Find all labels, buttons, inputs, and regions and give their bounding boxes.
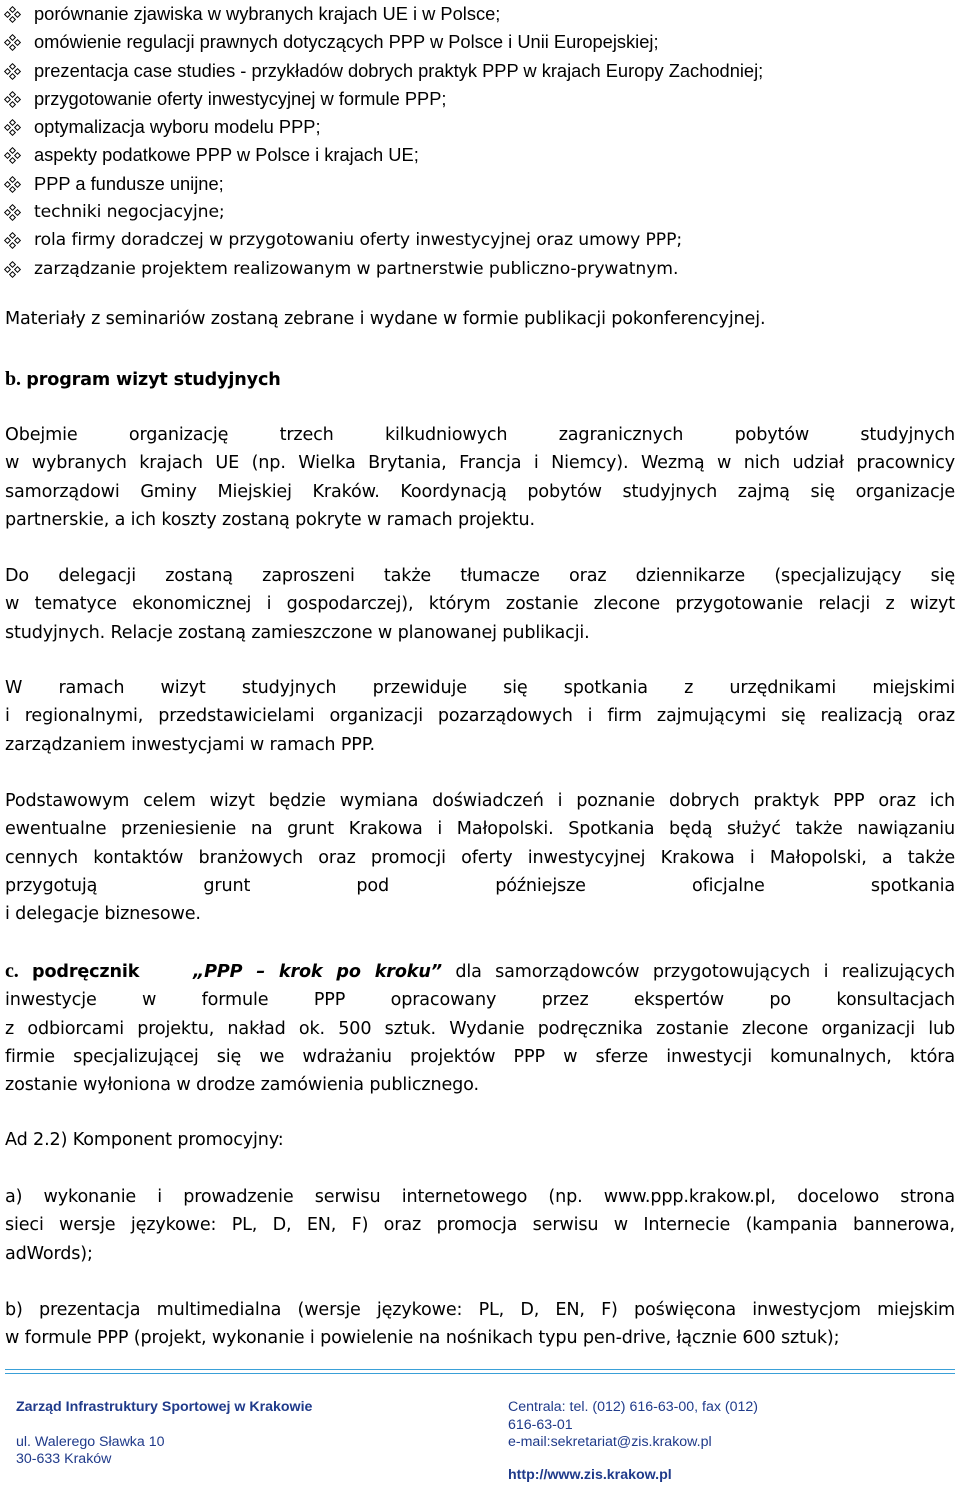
handbook-label: podręcznik [32, 962, 140, 982]
paragraph-line: cennych kontaktów branżowych oraz promocji oferty inwestycyjnej Krakowa i Małopolski, a także [5, 847, 955, 868]
bullet-text: porównanie zjawiska w wybranych krajach UE i w Polsce; [34, 3, 501, 24]
bullet-item [5, 85, 955, 113]
section-b-title: program wizyt studyjnych [26, 370, 281, 390]
ad-heading [5, 1126, 955, 1154]
paragraph-line: i regionalnymi, przedstawicielami organizacji pozarządowych i firm zajmującymi się realizacją oraz [5, 706, 955, 727]
paragraph-line: studyjnych. Relacje zostaną zamieszczone w planowanej publikacji. [5, 622, 590, 643]
paragraph-delegation [5, 562, 955, 647]
diamond-bullet-icon [5, 92, 20, 107]
paragraph-study-visits [5, 421, 955, 534]
diamond-bullet-icon [5, 177, 20, 192]
footer-website-link[interactable]: http://www.zis.krakow.pl [508, 1467, 672, 1483]
bullet-item [5, 198, 955, 226]
diamond-bullet-icon [5, 262, 20, 277]
paragraph-line: zarządzaniem inwestycjami w ramach PPP. [5, 734, 375, 755]
paragraph-line: samorządowi Gminy Miejskiej Kraków. Koordynacją pobytów studyjnych zajmą się organizacje [5, 481, 955, 502]
paragraph-line: sieci wersje językowe: PL, D, EN, F) oraz promocja serwisu w Internecie (kampania bannerowa, [5, 1215, 955, 1236]
diamond-bullet-icon [5, 35, 20, 50]
paragraph-line: firmie specjalizującej się we wdrażaniu projektów PPP w sferze inwestycji komunalnych, która [5, 1046, 955, 1067]
bullet-item [5, 0, 955, 28]
bullet-text: optymalizacja wyboru modelu PPP; [34, 116, 321, 138]
section-c-marker: c. [5, 960, 19, 982]
bullet-item [5, 57, 955, 85]
bullet-item [5, 255, 955, 283]
bullet-text: omówienie regulacji prawnych dotyczących PPP w Polsce i Unii Europejskiej; [34, 31, 659, 53]
paragraph-line: Obejmie organizację trzech kilkudniowych zagranicznych pobytów studyjnych [5, 425, 955, 445]
handbook-title: „PPP – krok po kroku” [192, 962, 442, 982]
footer-email: e-mail:sekretariat@zis.krakow.pl [508, 1434, 712, 1450]
paragraph-line: zostanie wyłoniona w drodze zamówienia publicznego. [5, 1075, 479, 1096]
paragraph-line: W ramach wizyt studyjnych przewiduje się spotkania z urzędnikami miejskimi [5, 678, 955, 698]
handbook-line1-rest: dla samorządowców przygotowujących i realizujących [455, 962, 955, 982]
footer-street: ul. Walerego Sławka 10 [16, 1434, 165, 1450]
topics-bullet-list [5, 0, 955, 283]
bullet-text: aspekty podatkowe PPP w Polsce i krajach UE; [34, 144, 419, 166]
footer-org-name: Zarząd Infrastruktury Sportowej w Krakowie [16, 1399, 313, 1415]
paragraph-line: adWords); [5, 1243, 93, 1264]
footer-phone-line2: 616-63-01 [508, 1417, 573, 1433]
bullet-text: rola firmy doradczej w przygotowaniu oferty inwestycyjnej oraz umowy PPP; [34, 230, 683, 251]
paragraph-line: przygotują grunt pod późniejsze oficjalne spotkania [5, 875, 955, 896]
item-a-website [5, 1183, 955, 1268]
section-b-heading [5, 365, 955, 394]
paragraph-line: w tematyce ekonomicznej i gospodarczej), którym zostanie zlecone przygotowanie relacji z wizyt [5, 594, 955, 615]
diamond-bullet-icon [5, 120, 20, 135]
paragraph-line: a) wykonanie i prowadzenie serwisu internetowego (np. www.ppp.krakow.pl, docelowo strona [5, 1187, 955, 1207]
bullet-text: techniki negocjacyjne; [34, 202, 225, 223]
paragraph-meetings [5, 674, 955, 759]
materials-note [5, 305, 955, 333]
paragraph-line: w wybranych krajach UE (np. Wielka Brytania, Francja i Niemcy). Wezmą w nich udział pracownicy [5, 453, 955, 474]
paragraph-line: i delegacje biznesowe. [5, 904, 201, 925]
bullet-text: PPP a fundusze unijne; [34, 172, 224, 194]
paragraph-goals [5, 787, 955, 928]
materials-note-text: Materiały z seminariów zostaną zebrane i wydane w formie publikacji pokonferencyjnej. [5, 309, 766, 329]
paragraph-line: Podstawowym celem wizyt będzie wymiana doświadczeń i poznanie dobrych praktyk PPP oraz ich [5, 791, 955, 811]
ad-heading-text: Ad 2.2) Komponent promocyjny: [5, 1130, 284, 1150]
bullet-item [5, 113, 955, 141]
paragraph-line: partnerskie, a ich koszty zostaną pokryte w ramach projektu. [5, 509, 535, 530]
paragraph-line: ewentualne przeniesienie na grunt Krakowa i Małopolski. Spotkania będą służyć także nawiązaniu [5, 819, 955, 840]
bullet-text: prezentacja case studies - przykładów dobrych praktyk PPP w krajach Europy Zachodniej; [34, 59, 764, 81]
bullet-item [5, 170, 955, 198]
item-b-multimedia [5, 1296, 955, 1353]
diamond-bullet-icon [5, 64, 20, 79]
paragraph-line: b) prezentacja multimedialna (wersje językowe: PL, D, EN, F) poświęcona inwestycjom miejskim [5, 1300, 955, 1320]
page-footer [0, 1390, 960, 1487]
bullet-item [5, 141, 955, 169]
footer-city: 30-633 Kraków [16, 1451, 112, 1467]
paragraph-line: w formule PPP (projekt, wykonanie i powielenie na nośnikach typu pen-drive, łącznie 600 sztuk); [5, 1328, 840, 1349]
section-b-marker: b. [5, 368, 21, 390]
diamond-bullet-icon [5, 233, 20, 248]
paragraph-line: inwestycje w formule PPP opracowany przez ekspertów po konsultacjach [5, 990, 955, 1011]
footer-divider [5, 1369, 955, 1374]
bullet-text: przygotowanie oferty inwestycyjnej w formule PPP; [34, 87, 447, 109]
paragraph-line: z odbiorcami projektu, nakład ok. 500 sztuk. Wydanie podręcznika zostanie zlecone organizacji lub [5, 1018, 955, 1039]
diamond-bullet-icon [5, 148, 20, 163]
diamond-bullet-icon [5, 205, 20, 220]
bullet-item [5, 28, 955, 56]
diamond-bullet-icon [5, 7, 20, 22]
paragraph-line: Do delegacji zostaną zaproszeni także tłumacze oraz dziennikarze (specjalizujący się [5, 566, 955, 586]
bullet-text: zarządzanie projektem realizowanym w partnerstwie publiczno-prywatnym. [34, 258, 679, 279]
bullet-item [5, 226, 955, 254]
footer-phone-line1: Centrala: tel. (012) 616-63-00, fax (012) [508, 1399, 758, 1415]
section-c-handbook [5, 957, 955, 1099]
